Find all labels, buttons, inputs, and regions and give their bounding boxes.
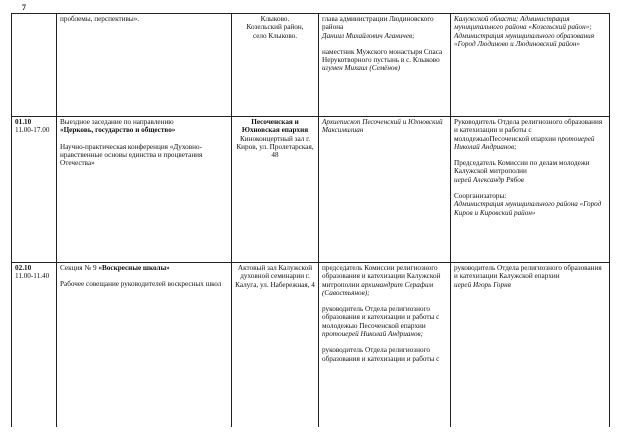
venue-cell xyxy=(232,263,319,428)
venue-line: Козельский район, xyxy=(246,23,304,32)
organizer-role: Председатель Комиссии по делам молодежи Калужской митрополии xyxy=(454,159,590,176)
schedule-table xyxy=(11,13,610,427)
participants-cell xyxy=(319,117,451,263)
date-cell xyxy=(12,263,57,428)
venue-line: Клыково. xyxy=(260,15,290,23)
venue-place: Киноконцертный зал г. Киров, ул. Пролетарская, 48 xyxy=(236,134,314,160)
venue-text: Актовый зал Калужской духовной семинарии г. Калуга, ул. Набережная, 4 xyxy=(235,264,315,289)
participant-role: председатель Комиссии религиозного образования и катехизации Калужской митрополии xyxy=(322,264,441,289)
event-cell xyxy=(57,263,232,428)
section-title: «Воскресные школы» xyxy=(98,264,170,272)
venue-diocese: Песоченская и Юхновская епархия xyxy=(241,118,309,135)
section-number: Секция № 9 xyxy=(60,264,97,272)
participant-name: игумен Михаил (Семёнов) xyxy=(322,64,401,73)
table-row xyxy=(12,117,610,263)
participant-role: наместник Мужского монастыря Спаса Нерукотворного пустынь в с. Клыково xyxy=(322,47,443,65)
organizer-name: иерей Александр Рябов xyxy=(454,175,524,184)
page-number: 7 xyxy=(22,3,26,12)
venue-line: село Клыково. xyxy=(252,31,298,40)
event-conference: Научно-практическая конференция «Духовно-нравственные основы единства и процветания Отечества» xyxy=(60,142,203,168)
participant-role: руководитель Отдела религиозного образования и катехизации и работы с xyxy=(322,346,440,363)
event-cell xyxy=(57,117,232,263)
event-date: 02.10 xyxy=(15,264,32,272)
venue-cell xyxy=(232,14,319,117)
date-cell xyxy=(12,117,57,263)
participants-cell xyxy=(319,14,451,117)
organizer-role: руководитель Отдела религиозного образования и катехизации Калужской епархии xyxy=(454,264,602,281)
organizer-role: Руководитель Отдела религиозного образования и катехизации и работы с молодежьюПесоченской епархии xyxy=(454,118,603,143)
participant-role: глава администрации Людиновского района xyxy=(322,15,434,32)
event-time: 11.00-17.00 xyxy=(15,126,50,135)
event-intro: Выездное заседание по направлению xyxy=(60,118,174,126)
organizer-name: протоиерей Николай Андрианов; xyxy=(454,134,595,151)
participant-role: руководитель Отдела религиозного образования и катехизации и работы с молодежью Песоченской епархии xyxy=(322,305,440,330)
venue-cell xyxy=(232,117,319,263)
participants-cell xyxy=(319,263,451,428)
participant-name: архимандрит Серафим (Савостьянов); xyxy=(322,280,434,297)
organizers-text: Калужской области; Администрация муниципального района «Козельский район»; Администрация муниципального образования «Город Людиново и Людиновский район» xyxy=(454,15,595,48)
participant-name: Архиепископ Песоченский и Юхновский Максимилиан xyxy=(322,118,443,135)
organizers-cell xyxy=(451,117,610,263)
event-meeting: Рабочее совещание руководителей воскресных школ xyxy=(60,280,222,289)
event-text: проблемы, перспективы». xyxy=(60,15,140,23)
coorganizers-label: Соорганизаторы: xyxy=(454,192,507,201)
coorganizers-text: Администрация муниципального района «Город Киров и Кировский район» xyxy=(454,200,602,217)
table-row xyxy=(12,14,610,117)
organizers-cell xyxy=(451,263,610,428)
event-time: 11.00-11.40 xyxy=(15,272,50,281)
event-date: 01.10 xyxy=(15,118,32,126)
organizers-cell xyxy=(451,14,610,117)
organizer-name: иерей Игорь Горня xyxy=(454,280,512,289)
event-title: «Церковь, государство и общество» xyxy=(60,126,176,135)
participant-name: Даниил Михайлович Аганичев; xyxy=(322,31,415,40)
participant-name: протоиерей Николай Андрианов; xyxy=(322,330,424,339)
date-cell xyxy=(12,14,57,117)
event-cell xyxy=(57,14,232,117)
table-row xyxy=(12,263,610,428)
